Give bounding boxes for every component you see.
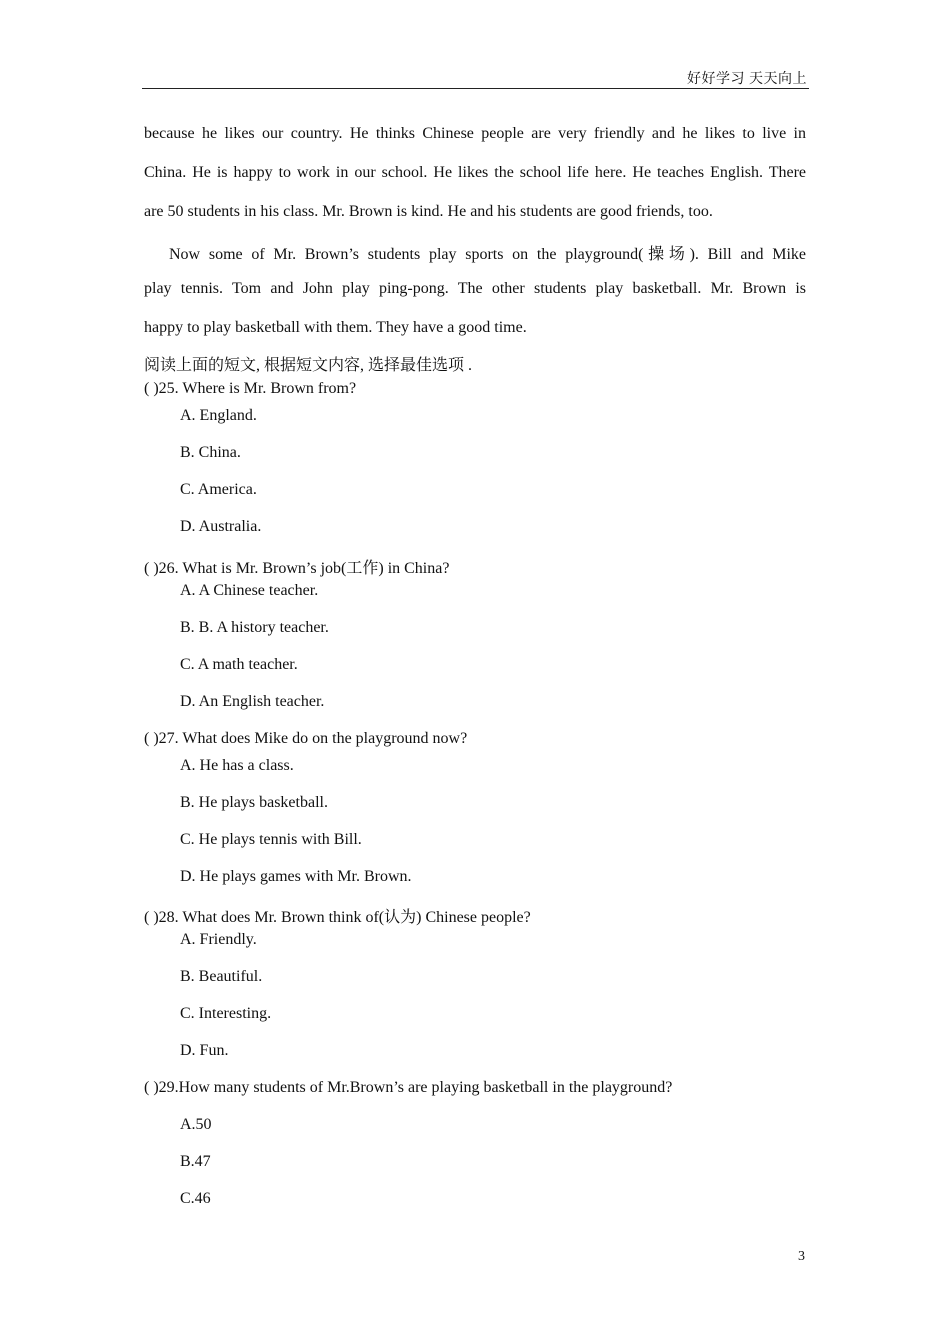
answer-option: A. Friendly.: [180, 931, 257, 948]
passage-line: Now some of Mr. Brown’s students play sports on the playground(操场). Bill and Mike: [169, 246, 806, 263]
answer-option: A. He has a class.: [180, 757, 294, 774]
answer-option: A.50: [180, 1116, 212, 1133]
question-stem: ( )27. What does Mike do on the playground now?: [144, 730, 468, 747]
question-stem: ( )26. What is Mr. Brown’s job(工作) in China?: [144, 560, 450, 577]
answer-option: A. England.: [180, 407, 257, 424]
answer-option: C.46: [180, 1190, 211, 1207]
answer-option: B. He plays basketball.: [180, 794, 328, 811]
header-motto: 好好学习 天天向上: [687, 72, 807, 87]
answer-option: D. Fun.: [180, 1042, 229, 1059]
answer-option: A. A Chinese teacher.: [180, 582, 319, 599]
answer-option: B. Beautiful.: [180, 968, 263, 985]
answer-option: C. America.: [180, 481, 257, 498]
answer-option: D. He plays games with Mr. Brown.: [180, 868, 412, 885]
question-stem: ( )25. Where is Mr. Brown from?: [144, 380, 357, 397]
answer-option: B.47: [180, 1153, 211, 1170]
passage-line: because he likes our country. He thinks Chinese people are very friendly and he likes to live in: [144, 125, 806, 142]
header-rule: [142, 88, 809, 89]
passage-line: play tennis. Tom and John play ping-pong. The other students play basketball. Mr. Brown is: [144, 280, 806, 297]
question-stem: ( )28. What does Mr. Brown think of(认为) Chinese people?: [144, 909, 531, 926]
instruction-text: 阅读上面的短文, 根据短文内容, 选择最佳选项 .: [144, 357, 473, 374]
answer-option: D. Australia.: [180, 518, 262, 535]
answer-option: D. An English teacher.: [180, 693, 325, 710]
question-stem: ( )29.How many students of Mr.Brown’s are playing basketball in the playground?: [144, 1079, 673, 1096]
answer-option: C. Interesting.: [180, 1005, 272, 1022]
passage-line: China. He is happy to work in our school. He likes the school life here. He teaches English. There: [144, 164, 806, 181]
passage-line: are 50 students in his class. Mr. Brown is kind. He and his students are good friends, too.: [144, 203, 713, 220]
answer-option: B. China.: [180, 444, 241, 461]
answer-option: C. A math teacher.: [180, 656, 298, 673]
page-number: 3: [798, 1249, 805, 1264]
answer-option: C. He plays tennis with Bill.: [180, 831, 362, 848]
answer-option: B. B. A history teacher.: [180, 619, 329, 636]
passage-line: happy to play basketball with them. They have a good time.: [144, 319, 527, 336]
